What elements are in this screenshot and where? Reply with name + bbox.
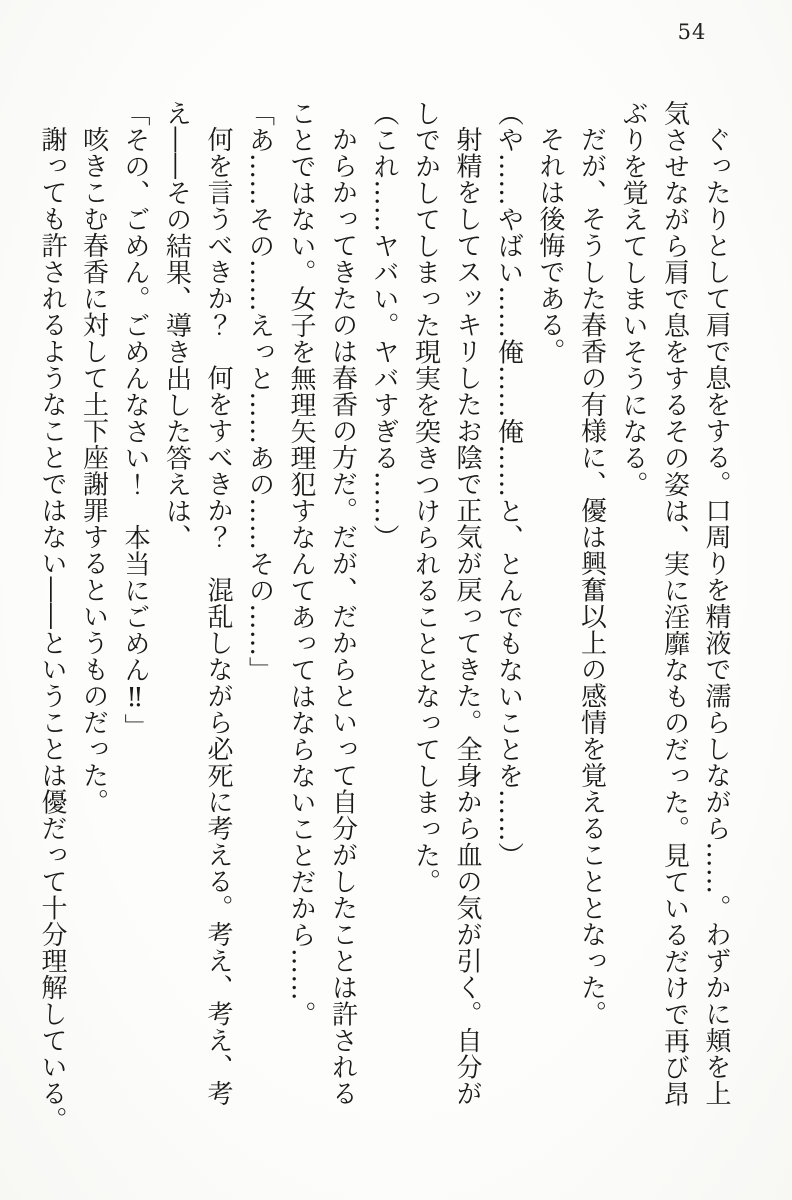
text-line: （や……やばい……俺……俺……と、とんでもないことを……） [493,100,524,869]
text-line: 何を言うべきか？ 何をすべきか？ 混乱しながら必死に考える。考え、考え、考 [203,126,233,1107]
page-number: 54 [677,20,707,44]
text-line: ぶりを覚えてしまいそうになる。 [618,100,648,498]
body-text [31,100,737,1180]
text-line: （これ……ヤバい。ヤバすぎる……） [369,100,399,551]
text-line: 「その、ごめん。ごめんなさい！ 本当にごめん‼」 [120,100,150,740]
text-line: 気させながら肩で息をするその姿は、実に淫靡なものだった。見ているだけで再び昂 [659,100,690,1107]
text-line: 射精をしてスッキリしたお陰で正気が戻ってきた。全身から血の気が引く。自分が [452,126,482,1107]
text-line: 謝っても許されるようなことではない――ということは優だって十分理解している。 [37,126,67,1133]
text-line: 咳きこむ春香に対して土下座謝罪するというものだった。 [78,126,109,815]
text-line: しでかしてしまった現実を突きつけられることとなってしまった。 [410,100,441,895]
text-line: ことではない。女子を無理矢理犯すなんてあってはならないことだから……。 [286,100,316,1028]
text-line: だが、そうした春香の有様に、優は興奮以上の感情を覚えることとなった。 [576,126,607,1027]
text-line: それは後悔である。 [535,126,565,365]
text-line: 「あ……その……えっと……あの……その……」 [244,100,275,683]
text-line: ぐったりとして肩で息をする。口周りを精液で濡らしながら……。わずかに頬を上 [701,126,731,1107]
text-line: からかってきたのは春香の方だ。だが、だからといって自分がしたことは許される [327,126,358,1107]
text-line: え――その結果、導き出した答えは、 [161,100,192,551]
